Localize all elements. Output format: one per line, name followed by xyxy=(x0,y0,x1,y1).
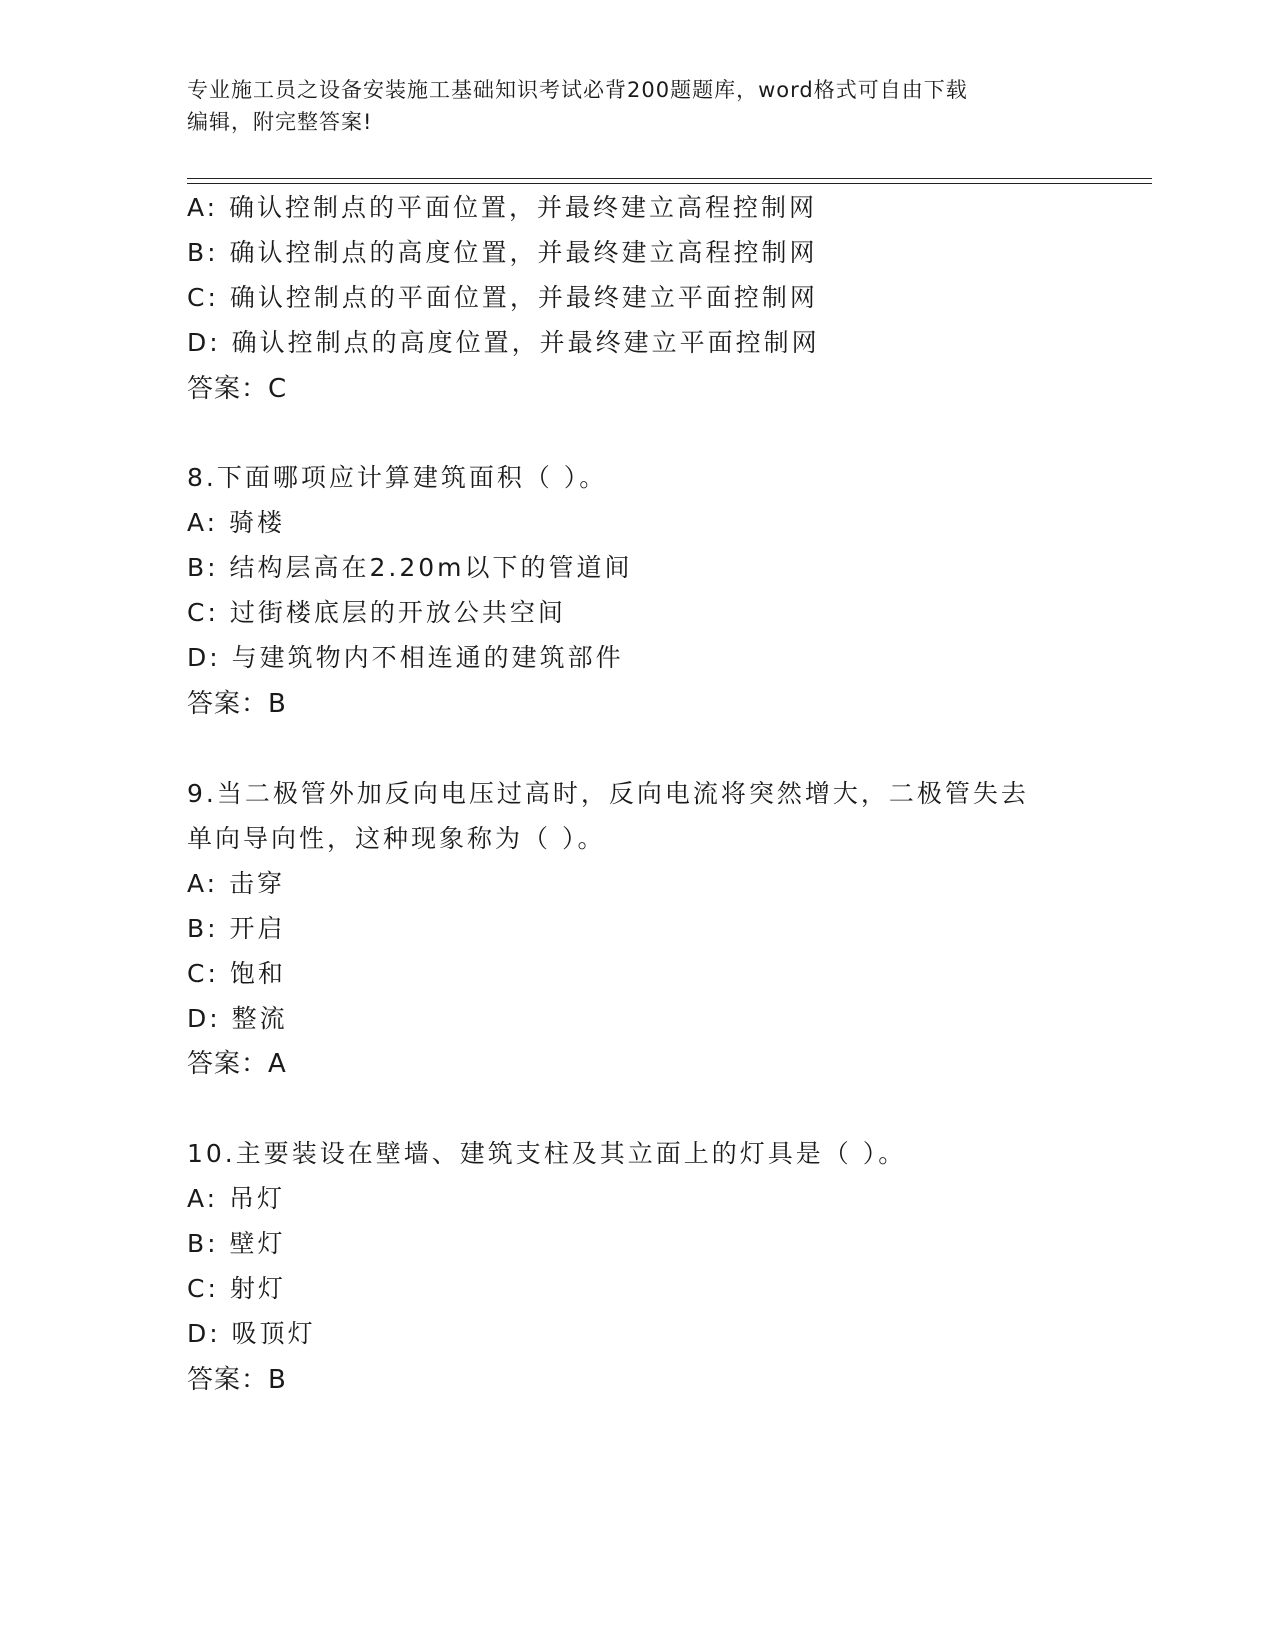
q9-option-c: C: 饱和 xyxy=(187,959,286,988)
document-header xyxy=(187,74,1087,138)
q10-option-d: D: 吸顶灯 xyxy=(187,1319,316,1348)
q9-answer: 答案：A xyxy=(187,1049,287,1079)
q7-option-a: A: 确认控制点的平面位置，并最终建立高程控制网 xyxy=(187,193,818,222)
q7-answer: 答案：C xyxy=(187,374,288,404)
q7-option-d: D: 确认控制点的高度位置，并最终建立平面控制网 xyxy=(187,328,820,357)
header-divider-top xyxy=(187,178,1152,179)
q7-option-b: B: 确认控制点的高度位置，并最终建立高程控制网 xyxy=(187,238,818,267)
q10-question: 10.主要装设在壁墙、建筑支柱及其立面上的灯具是（ ）。 xyxy=(187,1139,907,1168)
q10-option-a: A: 吊灯 xyxy=(187,1184,286,1213)
q9-question-line-1: 9.当二极管外加反向电压过高时，反向电流将突然增大，二极管失去 xyxy=(187,779,1029,808)
q9-option-a: A: 击穿 xyxy=(187,869,286,898)
q8-question: 8.下面哪项应计算建筑面积（ ）。 xyxy=(187,463,608,492)
q10-option-c: C: 射灯 xyxy=(187,1274,286,1303)
q9-option-d: D: 整流 xyxy=(187,1004,288,1033)
q8-option-a: A: 骑楼 xyxy=(187,508,286,537)
header-title-line-1: 专业施工员之设备安装施工基础知识考试必背200题题库，word格式可自由下载 xyxy=(187,78,968,102)
header-divider-bottom xyxy=(187,183,1152,184)
q9-option-b: B: 开启 xyxy=(187,914,286,943)
header-title-line-2: 编辑，附完整答案! xyxy=(187,110,373,134)
q7-option-c: C: 确认控制点的平面位置，并最终建立平面控制网 xyxy=(187,283,818,312)
q10-option-b: B: 壁灯 xyxy=(187,1229,286,1258)
q9-question-line-2: 单向导向性，这种现象称为（ ）。 xyxy=(187,824,606,853)
q8-option-d: D: 与建筑物内不相连通的建筑部件 xyxy=(187,643,624,672)
q10-answer: 答案：B xyxy=(187,1365,287,1395)
q8-answer: 答案：B xyxy=(187,689,287,719)
q8-option-b: B: 结构层高在2.20m以下的管道间 xyxy=(187,553,633,582)
q8-option-c: C: 过街楼底层的开放公共空间 xyxy=(187,598,566,627)
